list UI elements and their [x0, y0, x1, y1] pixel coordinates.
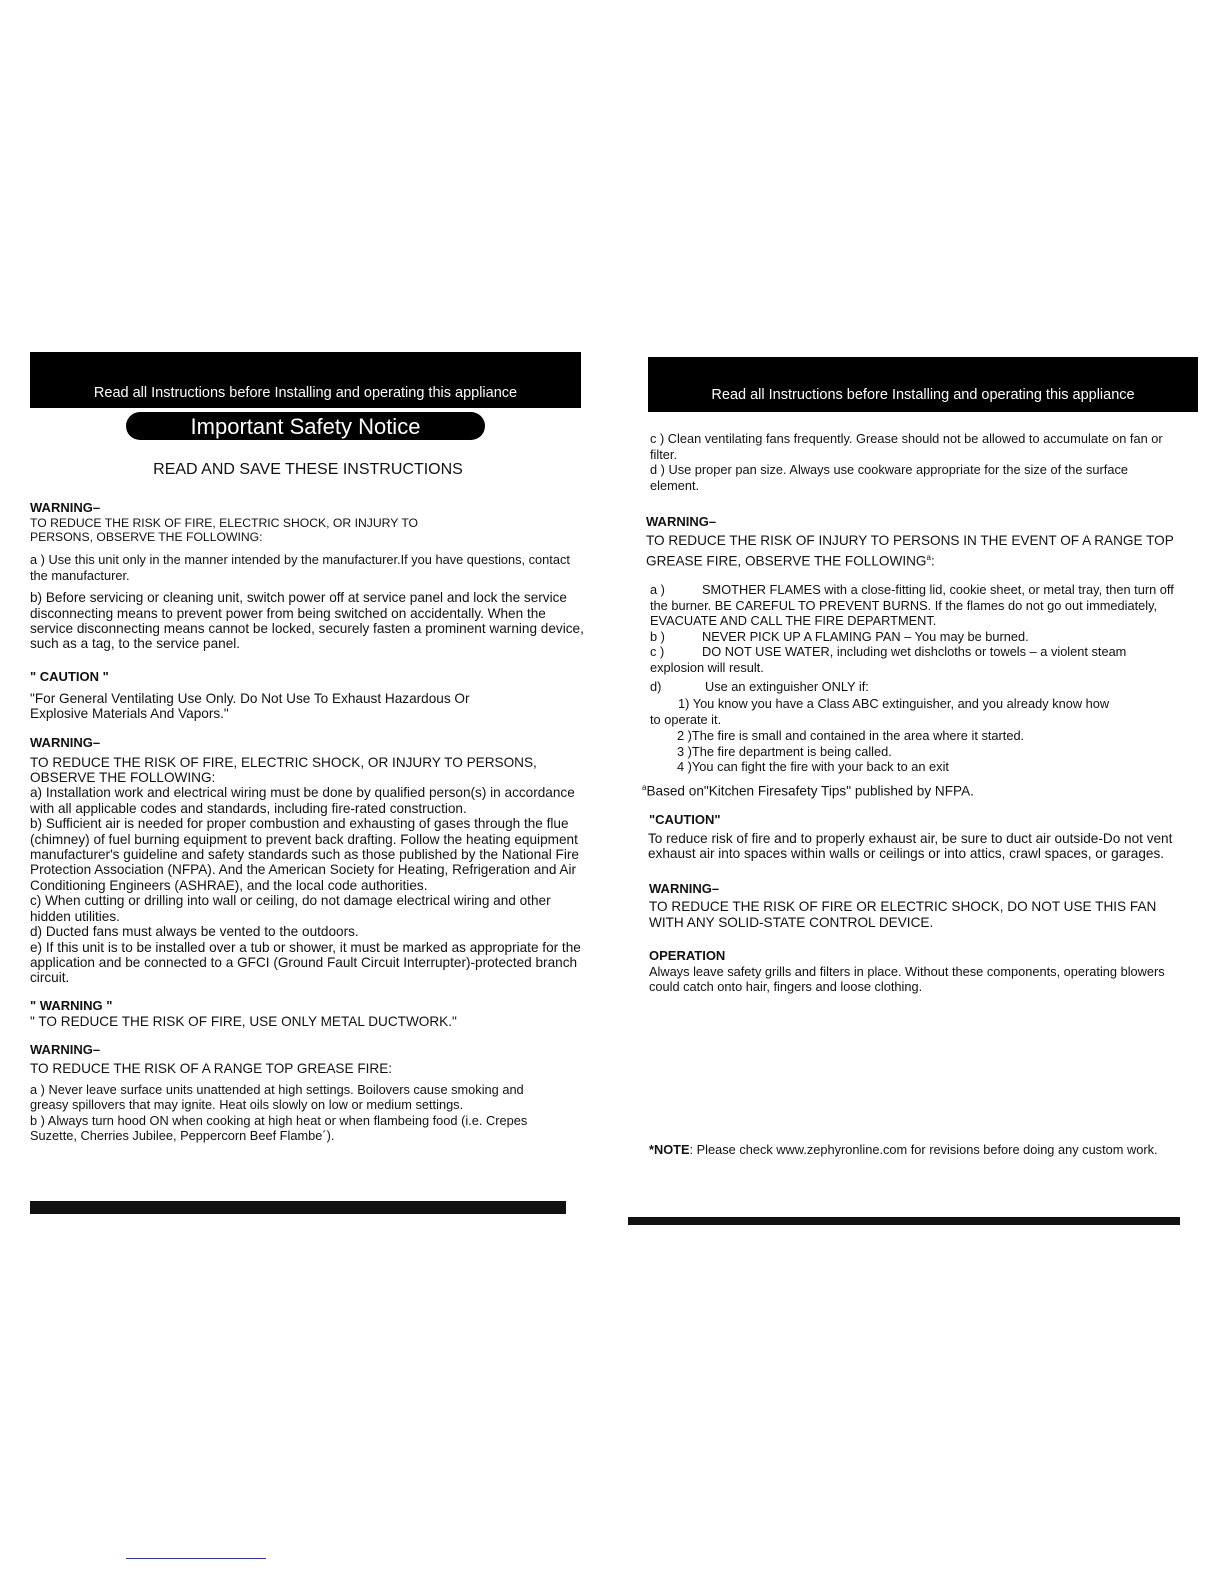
- caution-text-2: To reduce risk of fire and to properly exhaust air, be sure to duct air outside-Do not vent exhaust air into spaces within walls or ceilings or into attics, crawl spaces, or garages.: [648, 830, 1173, 862]
- right-column: [642, 431, 1176, 995]
- warning-2-item-d: d) Ducted fans must always be vented to the outdoors.: [30, 924, 359, 940]
- warning-heading-1: WARNING–: [30, 500, 101, 515]
- warning-text-5-footnote-mark: a: [926, 553, 931, 563]
- revision-note: [649, 1142, 1174, 1158]
- warning-1-item-a: a ) Use this unit only in the manner intended by the manufacturer.If you have questions, contact the manufacturer.: [30, 552, 570, 583]
- warning-5-item-d-label: d): [650, 679, 662, 695]
- left-column: [30, 500, 586, 1144]
- warning-heading-2: WARNING–: [30, 734, 101, 750]
- warning-5-item-d-1: 1) You know you have a Class ABC extinguisher, and you already know how: [678, 696, 1110, 712]
- warning-5-item-d-3: 3 )The fire department is being called.: [677, 743, 892, 759]
- warning-5-item-a: [646, 582, 1176, 629]
- warning-text-2: TO REDUCE THE RISK OF FIRE, ELECTRIC SHOCK, OR INJURY TO PERSONS, OBSERVE THE FOLLOWING:: [30, 754, 537, 786]
- warning-text-5-body: TO REDUCE THE RISK OF INJURY TO PERSONS IN THE EVENT OF A RANGE TOP GREASE FIRE, OBSERVE THE FOLLOWING: [646, 533, 1174, 569]
- warning-text-3: " TO REDUCE THE RISK OF FIRE, USE ONLY METAL DUCTWORK.": [30, 1013, 457, 1029]
- revision-note-label: *NOTE: [649, 1142, 690, 1157]
- right-footer-bar: [628, 1217, 1180, 1225]
- warning-heading-5: WARNING–: [646, 514, 717, 530]
- warning-5-item-c: [646, 644, 1176, 675]
- nfpa-footnote: [642, 780, 1176, 799]
- left-header-banner: [30, 352, 581, 408]
- operation-text: Always leave safety grills and filters in place. Without these components, operating blowers could catch onto hair, fingers and loose clothing.: [649, 963, 1165, 995]
- warning-heading-4: WARNING–: [30, 1042, 101, 1058]
- warning-text-4: TO REDUCE THE RISK OF A RANGE TOP GREASE FIRE:: [30, 1061, 393, 1077]
- nfpa-footnote-mark: a: [642, 783, 647, 793]
- warning-5-item-c-label: c ): [650, 644, 665, 660]
- caution-heading-2: "CAUTION": [649, 811, 721, 827]
- left-banner-text: Read all Instructions before Installing and operating this appliance: [93, 385, 518, 401]
- operation-heading: OPERATION: [649, 947, 726, 963]
- warning-4-item-a: a ) Never leave surface units unattended at high settings. Boilovers cause smoking and greasy spillovers that may ignite. Heat oils slowly on low or medium settings.: [30, 1081, 524, 1113]
- right-header-banner: [648, 357, 1198, 412]
- warning-5-item-a-text: SMOTHER FLAMES with a close-fitting lid, cookie sheet, or metal tray, then turn off the burner. BE CAREFUL TO PREVENT BURNS. If the flames do not go out immediately, EVACUATE AND CALL THE FIRE DEPARTMENT.: [650, 581, 1174, 629]
- left-footer-bar: [30, 1201, 566, 1214]
- revision-note-text: : Please check www.zephyronline.com for revisions before doing any custom work.: [689, 1142, 1158, 1157]
- warning-5-item-b-label: b ): [650, 628, 665, 644]
- warning-5-item-b-text: NEVER PICK UP A FLAMING PAN – You may be burned.: [702, 628, 1029, 644]
- warning-5-item-b: [646, 629, 1176, 645]
- right-item-c: c ) Clean ventilating fans frequently. Grease should not be allowed to accumulate on fan or filter.: [650, 431, 1163, 462]
- warning-2-item-a: a) Installation work and electrical wiring must be done by qualified person(s) in accordance with all applicable codes and standards, including fire-rated construction.: [30, 785, 575, 816]
- warning-heading-6: WARNING–: [649, 880, 720, 896]
- warning-5-item-d-1-cont: to operate it.: [650, 711, 722, 727]
- right-item-d: d ) Use proper pan size. Always use cookware appropriate for the size of the surface element.: [650, 462, 1128, 493]
- warning-text-5: [646, 532, 1176, 570]
- warning-5-item-d: [646, 679, 1176, 695]
- warning-text-5-colon: :: [930, 553, 935, 569]
- important-safety-notice-pill: Important Safety Notice: [126, 412, 485, 440]
- warning-5-item-d-4: 4 )You can fight the fire with your back to an exit: [677, 759, 949, 775]
- warning-4-item-b: b ) Always turn hood ON when cooking at high heat or when flambeing food (i.e. Crepes Suzette, Cherries Jubilee, Peppercorn Beef Flambe´).: [30, 1112, 528, 1144]
- read-and-save-heading: READ AND SAVE THESE INSTRUCTIONS: [153, 461, 463, 478]
- right-banner-text: Read all Instructions before Installing and operating this appliance: [711, 387, 1135, 403]
- bottom-divider-line: [126, 1558, 266, 1559]
- warning-2-item-e: e) If this unit is to be installed over a tub or shower, it must be marked as appropriate for the application and be connected to a GFCI (Ground Fault Circuit Interrupter)-protected branch circuit.: [30, 939, 581, 986]
- warning-5-item-d-text: Use an extinguisher ONLY if:: [705, 679, 869, 695]
- warning-1-item-b: b) Before servicing or cleaning unit, switch power off at service panel and lock the service disconnecting means to prevent power from being switched on accidentally. When the service disconnecting means cannot be locked, securely fasten a prominent warning device, such as a tag, to the service panel.: [30, 590, 584, 652]
- warning-text-6: TO REDUCE THE RISK OF FIRE OR ELECTRIC SHOCK, DO NOT USE THIS FAN WITH ANY SOLID-STATE CONTROL DEVICE.: [649, 898, 1157, 930]
- warning-5-item-a-label: a ): [650, 581, 665, 597]
- warning-text-1: TO REDUCE THE RISK OF FIRE, ELECTRIC SHOCK, OR INJURY TO PERSONS, OBSERVE THE FOLLOWING:: [30, 516, 419, 544]
- warning-heading-3: " WARNING ": [30, 997, 113, 1013]
- caution-heading-1: " CAUTION ": [30, 668, 109, 684]
- warning-5-item-d-2: 2 )The fire is small and contained in the area where it started.: [677, 728, 1025, 744]
- warning-2-item-b: b) Sufficient air is needed for proper combustion and exhausting of gases through the flue (chimney) of fuel burning equipment to prevent back drafting. Follow the heating equipment manufacturer's guideline and safety standards such as those published by the National Fire Protection Association (NFPA). And the American Society for Heating, Refrigeration and Air Conditioning Engineers (ASHRAE), and the local code authorities.: [30, 816, 579, 893]
- nfpa-footnote-text: Based on"Kitchen Firesafety Tips" published by NFPA.: [646, 783, 974, 799]
- caution-text-1: "For General Ventilating Use Only. Do Not Use To Exhaust Hazardous Or Explosive Materials And Vapors.": [30, 690, 470, 722]
- warning-2-item-c: c) When cutting or drilling into wall or ceiling, do not damage electrical wiring and other hidden utilities.: [30, 893, 551, 924]
- warning-5-item-c-text: DO NOT USE WATER, including wet dishcloths or towels – a violent steam explosion will result.: [650, 644, 1127, 675]
